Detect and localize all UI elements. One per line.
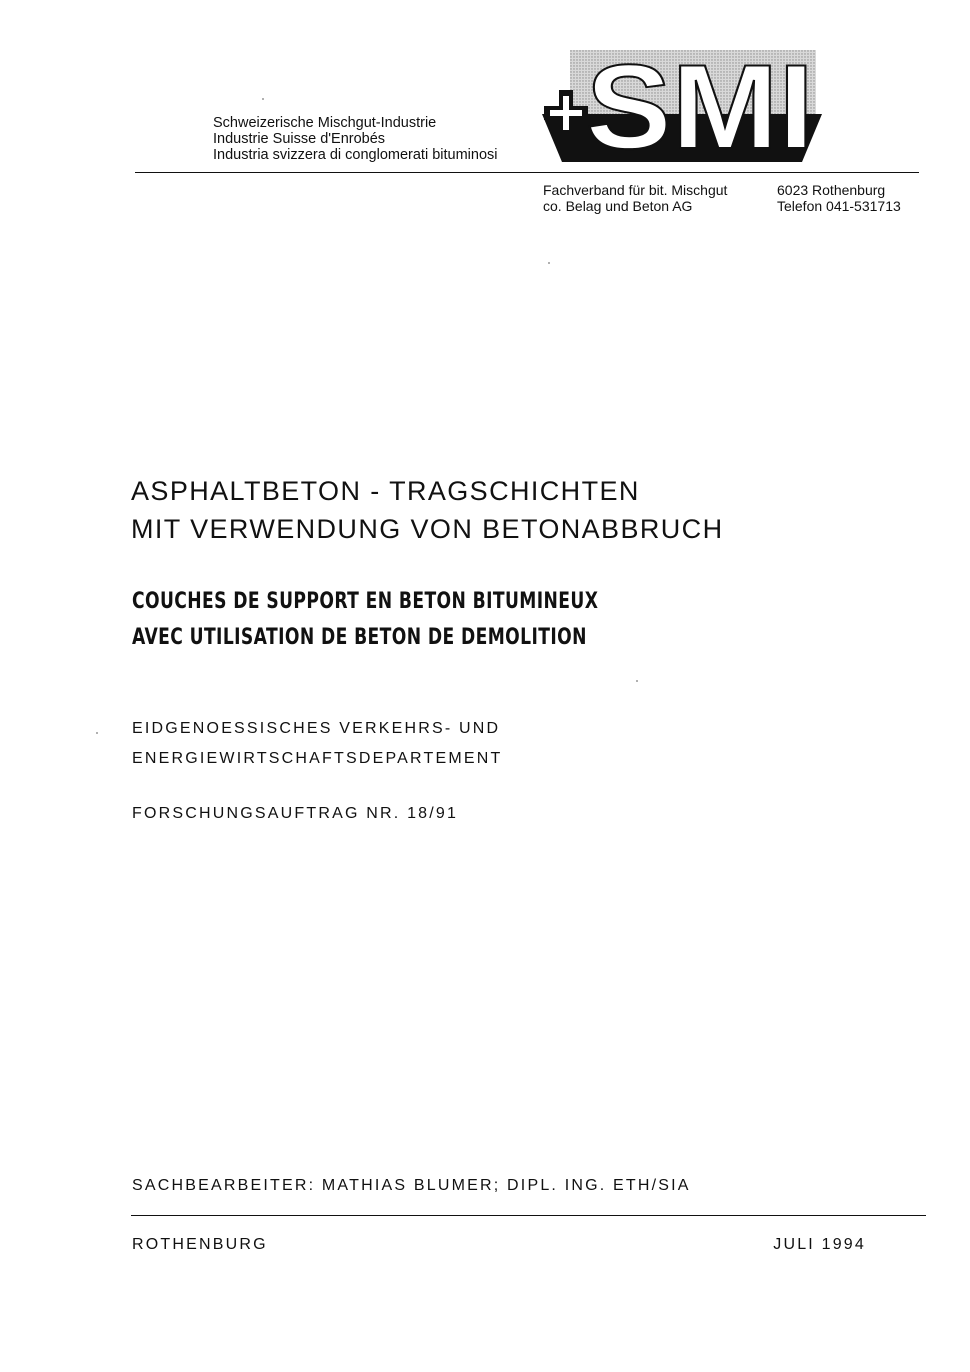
phone-line: Telefon 041-531713 [777, 198, 901, 214]
association-info [543, 182, 727, 214]
subtitle-line-1: COUCHES DE SUPPORT EN BETON BITUMINEUX [132, 589, 599, 614]
title-line-1: ASPHALTBETON - TRAGSCHICHTEN [131, 476, 640, 506]
organisation-name-it: Industria svizzera di conglomerati bituminosi [213, 147, 498, 163]
research-contract: FORSCHUNGSAUFTRAG NR. 18/91 [132, 805, 459, 822]
scan-speck [636, 680, 638, 682]
document-title [131, 472, 723, 548]
publication-date: JULI 1994 [773, 1236, 866, 1253]
organisation-name-fr: Industrie Suisse d'Enrobés [213, 131, 386, 147]
smi-logo [540, 44, 822, 164]
svg-text:SMI: SMI [586, 44, 814, 164]
address-info [777, 182, 901, 214]
scan-speck [548, 262, 550, 264]
subtitle-line-2: AVEC UTILISATION DE BETON DE DEMOLITION [132, 625, 587, 650]
organisation-name-de: Schweizerische Mischgut-Industrie [213, 115, 437, 131]
footer-divider [131, 1215, 926, 1216]
header-divider [135, 172, 919, 173]
address-line: 6023 Rothenburg [777, 182, 886, 198]
scan-speck [262, 98, 264, 100]
title-line-2: MIT VERWENDUNG VON BETONABBRUCH [131, 514, 724, 544]
department-line-2: ENERGIEWIRTSCHAFTSDEPARTEMENT [132, 750, 503, 767]
organisation-names [213, 115, 498, 163]
association-line: co. Belag und Beton AG [543, 198, 693, 214]
association-line: Fachverband für bit. Mischgut [543, 182, 728, 198]
department [132, 714, 503, 774]
place: ROTHENBURG [132, 1236, 268, 1253]
department-line-1: EIDGENOESSISCHES VERKEHRS- UND [132, 720, 501, 737]
author-line: SACHBEARBEITER: MATHIAS BLUMER; DIPL. ING. ETH/SIA [132, 1177, 691, 1194]
scan-speck [96, 732, 98, 734]
document-subtitle [132, 584, 598, 656]
